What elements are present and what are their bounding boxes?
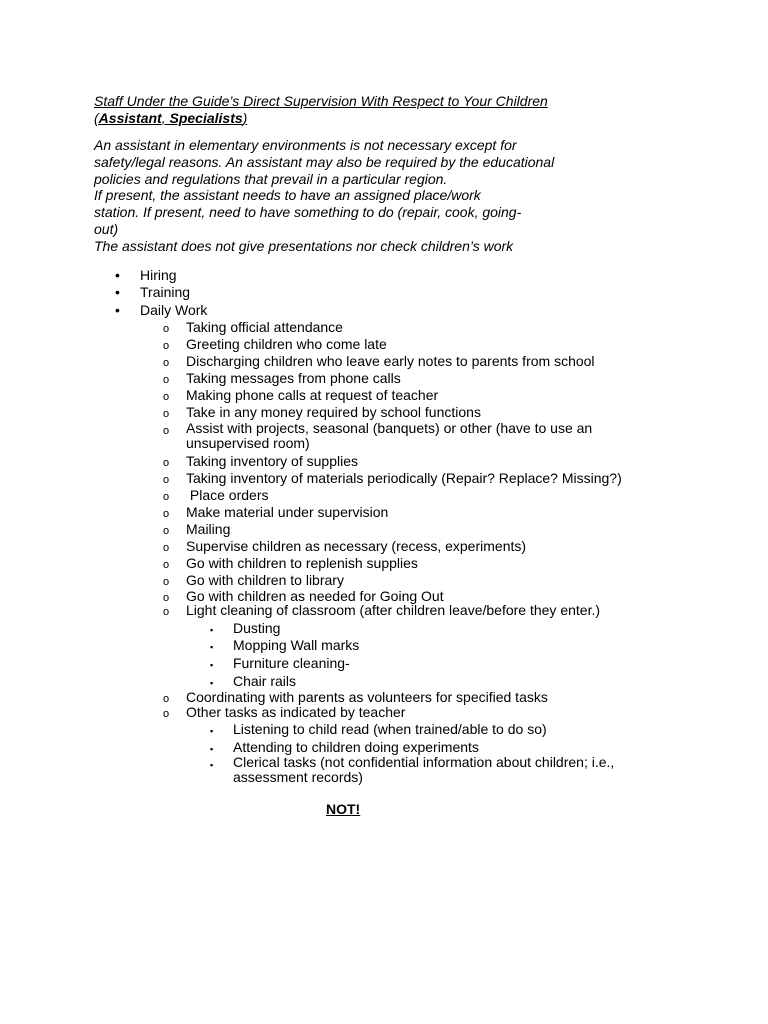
circle-bullet-icon: o bbox=[163, 491, 170, 503]
list-item: Mopping Wall marks bbox=[233, 637, 360, 653]
circle-bullet-icon: o bbox=[163, 542, 170, 554]
subtitle-assistant: Assistant bbox=[98, 110, 162, 126]
intro-line: safety/legal reasons. An assistant may also be required by the educational bbox=[94, 153, 555, 170]
document-title: Staff Under the Guide’s Direct Supervision With Respect to Your Children bbox=[94, 93, 548, 109]
list-item: Attending to children doing experiments bbox=[233, 739, 479, 755]
document-subtitle bbox=[94, 110, 247, 127]
square-bullet-icon: ▪ bbox=[210, 726, 214, 736]
list-item: Take in any money required by school functions bbox=[186, 404, 481, 420]
intro-line: station. If present, need to have something to do (repair, cook, going- bbox=[94, 204, 522, 221]
circle-bullet-icon: o bbox=[163, 606, 170, 618]
circle-bullet-icon: o bbox=[163, 525, 170, 537]
list-item: Furniture cleaning- bbox=[233, 655, 350, 671]
bullet-icon: • bbox=[115, 302, 120, 318]
list-item: Assist with projects, seasonal (banquets) or other (have to use an unsupervised room) bbox=[186, 420, 593, 451]
intro-line: The assistant does not give presentations nor check children’s work bbox=[94, 237, 514, 254]
list-item: Greeting children who come late bbox=[186, 336, 387, 352]
circle-bullet-icon: o bbox=[163, 323, 170, 335]
square-bullet-icon: ▪ bbox=[210, 642, 214, 652]
circle-bullet-icon: o bbox=[163, 474, 170, 486]
list-item: Clerical tasks (not confidential information about children; i.e., assessment records) bbox=[233, 754, 615, 785]
list-item: Taking official attendance bbox=[186, 319, 343, 335]
list-item-training: Training bbox=[140, 284, 191, 300]
circle-bullet-icon: o bbox=[163, 457, 170, 469]
circle-bullet-icon: o bbox=[163, 408, 170, 420]
list-item: Supervise children as necessary (recess, experiments) bbox=[186, 538, 527, 554]
list-item: Taking inventory of materials periodically (Repair? Replace? Missing?) bbox=[186, 470, 622, 486]
list-item: Discharging children who leave early notes to parents from school bbox=[186, 353, 595, 369]
subtitle-close: ) bbox=[242, 110, 248, 126]
list-item-daily-work: Daily Work bbox=[140, 302, 208, 318]
circle-bullet-icon: o bbox=[163, 425, 170, 437]
list-item: Coordinating with parents as volunteers for specified tasks bbox=[186, 689, 548, 705]
circle-bullet-icon: o bbox=[163, 374, 170, 386]
circle-bullet-icon: o bbox=[163, 391, 170, 403]
intro-paragraph bbox=[94, 137, 654, 255]
list-item: Making phone calls at request of teacher bbox=[186, 387, 439, 403]
list-item: Mailing bbox=[186, 521, 231, 537]
list-item: Chair rails bbox=[233, 673, 297, 689]
list-item: Make material under supervision bbox=[186, 504, 389, 520]
subtitle-open: ( bbox=[94, 110, 99, 126]
circle-bullet-icon: o bbox=[163, 576, 170, 588]
intro-line: An assistant in elementary environments is not necessary except for bbox=[94, 137, 517, 153]
intro-line: out) bbox=[94, 220, 119, 237]
circle-bullet-icon: o bbox=[163, 559, 170, 571]
square-bullet-icon: ▪ bbox=[210, 744, 214, 754]
list-item: Go with children as needed for Going Out bbox=[186, 588, 444, 604]
square-bullet-icon: ▪ bbox=[210, 678, 214, 688]
list-item: Other tasks as indicated by teacher bbox=[186, 704, 406, 720]
circle-bullet-icon: o bbox=[163, 340, 170, 352]
list-item: Dusting bbox=[233, 620, 281, 636]
square-bullet-icon: ▪ bbox=[210, 660, 214, 670]
list-item: Place orders bbox=[186, 487, 269, 503]
list-item: Listening to child read (when trained/able to do so) bbox=[233, 721, 547, 737]
intro-line: policies and regulations that prevail in a particular region. bbox=[94, 170, 448, 187]
square-bullet-icon: ▪ bbox=[210, 625, 214, 635]
bullet-icon: • bbox=[115, 267, 120, 283]
subtitle-specialists: Specialists bbox=[169, 110, 243, 126]
square-bullet-icon: ▪ bbox=[210, 760, 214, 770]
circle-bullet-icon: o bbox=[163, 592, 170, 604]
circle-bullet-icon: o bbox=[163, 357, 170, 369]
subtitle-comma: , bbox=[161, 110, 170, 126]
not-label: NOT! bbox=[326, 801, 361, 817]
list-item: Light cleaning of classroom (after children leave/before they enter.) bbox=[186, 602, 601, 618]
list-item-hiring: Hiring bbox=[140, 267, 177, 283]
list-item: Go with children to library bbox=[186, 572, 344, 588]
bullet-icon: • bbox=[115, 284, 120, 300]
list-item: Taking messages from phone calls bbox=[186, 370, 401, 386]
circle-bullet-icon: o bbox=[163, 693, 170, 705]
circle-bullet-icon: o bbox=[163, 708, 170, 720]
list-item: Go with children to replenish supplies bbox=[186, 555, 418, 571]
circle-bullet-icon: o bbox=[163, 508, 170, 520]
intro-line: If present, the assistant needs to have an assigned place/work bbox=[94, 187, 481, 204]
list-item: Taking inventory of supplies bbox=[186, 453, 358, 469]
